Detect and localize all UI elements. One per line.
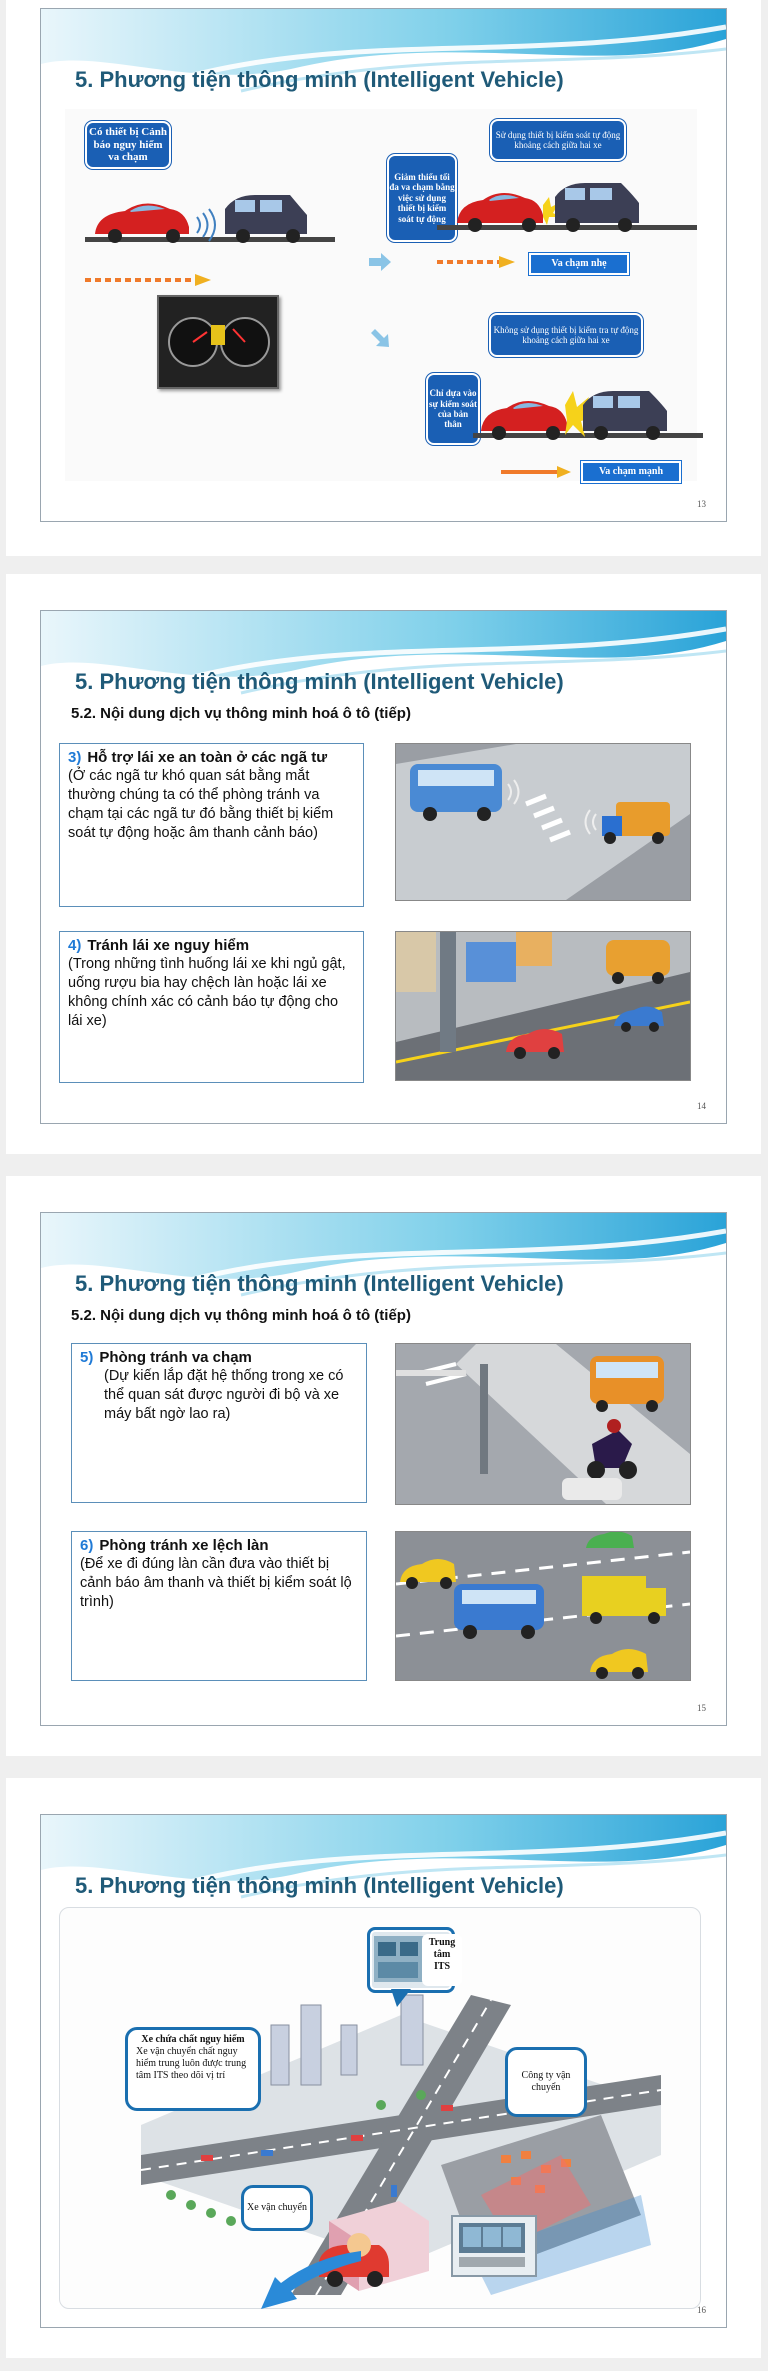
scene-warning-car	[85, 179, 335, 259]
hazard-title: Xe chứa chất nguy hiểm	[141, 2034, 245, 2045]
item-number: 4)	[68, 937, 82, 954]
page-slide-15	[6, 1176, 761, 1756]
page-slide-13	[6, 0, 761, 556]
bubble-transport-company: Công ty vận chuyển	[505, 2047, 587, 2117]
slide-15	[40, 1212, 727, 1726]
slide-14	[40, 610, 727, 1124]
callout-auto-distance: Sử dụng thiết bị kiểm soát tự động khoảng cách giữa hai xe	[490, 119, 626, 161]
slide-title: 5. Phương tiện thông minh (Intelligent Vehicle)	[75, 669, 564, 694]
page-slide-16	[6, 1778, 761, 2358]
callout-no-device: Không sử dụng thiết bị kiểm tra tự động khoảng cách giữa hai xe	[489, 313, 643, 357]
lane-departure-illustration	[395, 1531, 691, 1681]
callout-self-control: Chỉ dựa vào sự kiểm soát của bản thân	[426, 373, 480, 445]
item-body: (Để xe đi đúng làn cần đưa vào thiết bị cảnh báo âm thanh và thiết bị kiểm soát lộ trình)	[80, 1556, 352, 1610]
its-center-photo	[367, 1927, 455, 1993]
page-number: 14	[697, 1101, 706, 1111]
page-number: 15	[697, 1703, 706, 1713]
item-box-5	[71, 1343, 367, 1503]
page-number: 16	[697, 2305, 706, 2315]
bubble-transport-vehicle: Xe vận chuyển	[241, 2185, 313, 2231]
item-box-4	[59, 931, 364, 1083]
page-number: 13	[697, 499, 706, 509]
item-body: (Ở các ngã tư khó quan sát bằng mắt thường chúng ta có thể phòng tránh va chạm tại các ngã tư đó bằng thiết bị kiểm soát tự động hoặc âm thanh cảnh báo)	[68, 768, 334, 841]
item-number: 6)	[80, 1537, 94, 1554]
item-heading: Phòng tránh va chạm	[99, 1349, 252, 1366]
arrow-right-icon	[369, 253, 391, 271]
control-room-photo	[451, 2215, 537, 2277]
intersection-illustration	[395, 743, 691, 901]
page-slide-14	[6, 574, 761, 1154]
arrow-light	[437, 255, 517, 269]
its-center-pointer	[391, 1989, 411, 2009]
dangerous-driving-illustration	[395, 931, 691, 1081]
slide-13	[40, 8, 727, 522]
slide-subtitle: 5.2. Nội dung dịch vụ thông minh hoá ô tô (tiếp)	[71, 705, 411, 722]
slide-16	[40, 1814, 727, 2328]
blue-arrow-icon	[261, 2251, 361, 2311]
bubble-hazard	[125, 2027, 261, 2111]
scene-strong-collision	[473, 375, 703, 447]
item-body: (Trong những tình huống lái xe khi ngủ gật, uống rượu bia hay chệch làn hoặc lái xe không chính xác có cảnh báo tự động cho lái xe)	[68, 956, 346, 1029]
arrow-down-right-icon	[369, 327, 391, 349]
slide-title: 5. Phương tiện thông minh (Intelligent Vehicle)	[75, 67, 564, 92]
dashboard-photo	[157, 295, 279, 389]
tag-light-collision: Va chạm nhẹ	[529, 253, 629, 275]
item-box-6	[71, 1531, 367, 1681]
item-body: (Dự kiến lắp đặt hệ thống trong xe có thể quan sát được người đi bộ và xe máy bất ngờ lao ra)	[104, 1368, 344, 1422]
hazard-body: Xe vận chuyển chất nguy hiểm trung luôn được trung tâm ITS theo dõi vị trí	[136, 2046, 247, 2081]
left-arrow	[85, 273, 215, 287]
collision-avoidance-illustration	[395, 1343, 691, 1505]
scene-light-collision	[437, 169, 697, 239]
slide-subtitle: 5.2. Nội dung dịch vụ thông minh hoá ô tô (tiếp)	[71, 1307, 411, 1324]
callout-minimize: Giảm thiểu tối đa va chạm bằng việc sử dụng thiết bị kiểm soát tự động	[387, 154, 457, 242]
tag-strong-collision: Va chạm mạnh	[581, 461, 681, 483]
item-heading: Hỗ trợ lái xe an toàn ở các ngã tư	[87, 749, 328, 766]
arrow-strong	[501, 465, 573, 479]
item-heading: Phòng tránh xe lệch làn	[99, 1537, 269, 1554]
item-number: 3)	[68, 749, 82, 766]
slide-title: 5. Phương tiện thông minh (Intelligent Vehicle)	[75, 1271, 564, 1296]
item-heading: Tránh lái xe nguy hiểm	[87, 937, 250, 954]
item-number: 5)	[80, 1349, 94, 1366]
slide-title: 5. Phương tiện thông minh (Intelligent Vehicle)	[75, 1873, 564, 1898]
item-box-3	[59, 743, 364, 907]
callout-warning-device: Có thiết bị Cảnh báo nguy hiểm va chạm	[85, 121, 171, 169]
bubble-its-center: Trung tâm ITS	[422, 1934, 462, 1986]
